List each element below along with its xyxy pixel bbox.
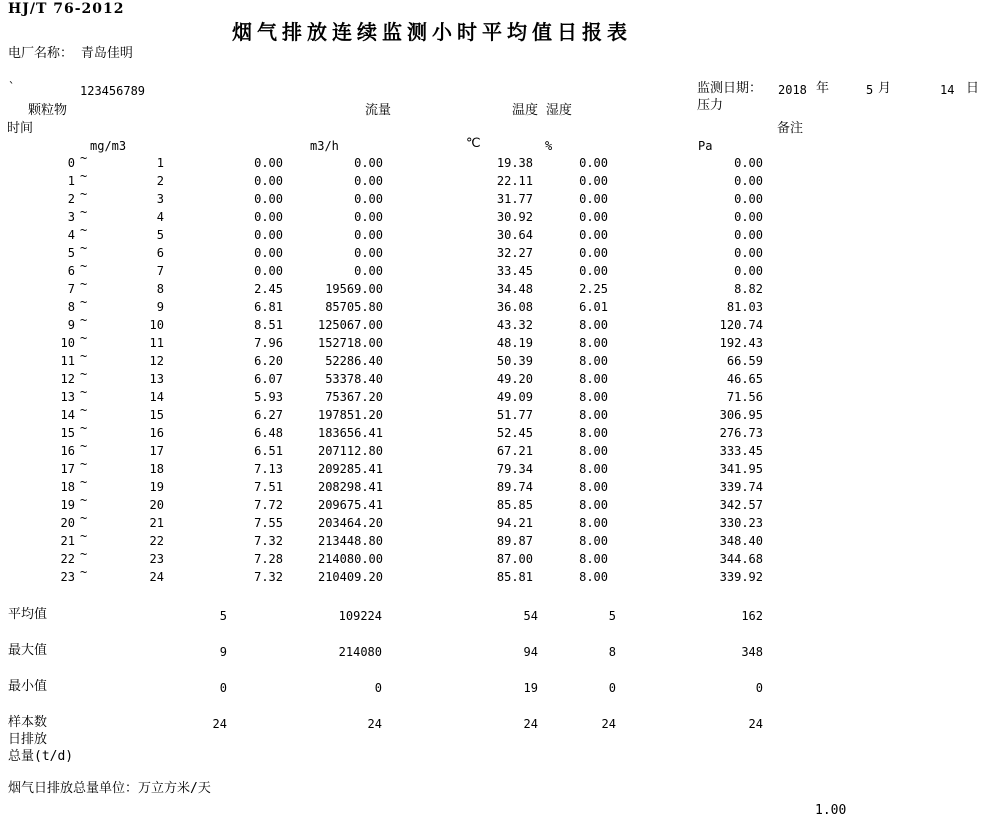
- summary-label: 样本数: [8, 715, 48, 730]
- particulate-value: 0.00: [254, 264, 283, 278]
- summary-pressure: 348: [741, 645, 763, 659]
- hour-end: 2: [156, 174, 164, 188]
- date-day-value: 14: [940, 83, 955, 97]
- hour-range-tilde: ~: [80, 169, 88, 183]
- temperature-value: 33.45: [496, 264, 533, 278]
- humidity-value: 2.25: [579, 282, 608, 296]
- summary-humidity: 0: [608, 681, 616, 695]
- date-month-value: 5: [866, 83, 874, 97]
- particulate-value: 8.51: [254, 318, 283, 332]
- summary-particulate: 5: [219, 609, 227, 623]
- hour-end: 20: [149, 498, 164, 512]
- flow-value: 0.00: [354, 228, 383, 242]
- plant-name-label: 电厂名称：: [8, 46, 74, 61]
- pressure-value: 46.65: [726, 372, 763, 386]
- hour-end: 1: [156, 156, 164, 170]
- temperature-value: 49.20: [496, 372, 533, 386]
- hour-range-tilde: ~: [80, 259, 88, 273]
- hour-start: 19: [60, 498, 75, 512]
- date-label: 监测日期：: [697, 81, 763, 96]
- date-month-unit: 月: [878, 81, 892, 96]
- hour-start: 15: [60, 426, 75, 440]
- pressure-value: 0.00: [734, 192, 763, 206]
- pressure-value: 0.00: [734, 156, 763, 170]
- summary-humidity: 8: [608, 645, 616, 659]
- humidity-value: 0.00: [579, 174, 608, 188]
- summary-temperature: 54: [523, 609, 538, 623]
- hour-start: 23: [60, 570, 75, 584]
- hour-end: 6: [156, 246, 164, 260]
- hour-end: 22: [149, 534, 164, 548]
- temperature-value: 79.34: [496, 462, 533, 476]
- particulate-value: 0.00: [254, 174, 283, 188]
- temperature-value: 49.09: [496, 390, 533, 404]
- summary-humidity: 5: [608, 609, 616, 623]
- hour-start: 18: [60, 480, 75, 494]
- flow-value: 208298.41: [317, 480, 383, 494]
- summary-flow: 24: [367, 717, 382, 731]
- flow-value: 0.00: [354, 174, 383, 188]
- humidity-value: 8.00: [579, 570, 608, 584]
- flow-value: 75367.20: [325, 390, 383, 404]
- temperature-value: 34.48: [496, 282, 533, 296]
- temperature-value: 89.87: [496, 534, 533, 548]
- flow-value: 0.00: [354, 210, 383, 224]
- humidity-value: 8.00: [579, 408, 608, 422]
- temperature-value: 50.39: [496, 354, 533, 368]
- summary-flow: 0: [374, 681, 382, 695]
- summary-pressure: 24: [748, 717, 763, 731]
- hour-end: 21: [149, 516, 164, 530]
- hour-end: 13: [149, 372, 164, 386]
- pressure-value: 0.00: [734, 246, 763, 260]
- hour-end: 14: [149, 390, 164, 404]
- header-time: 时间: [7, 121, 34, 136]
- hour-start: 8: [67, 300, 75, 314]
- pressure-value: 330.23: [719, 516, 763, 530]
- temperature-value: 36.08: [496, 300, 533, 314]
- flow-value: 0.00: [354, 192, 383, 206]
- particulate-value: 6.51: [254, 444, 283, 458]
- hour-range-tilde: ~: [80, 511, 88, 525]
- summary-label: 最小值: [8, 679, 48, 694]
- summary-temperature: 24: [523, 717, 538, 731]
- particulate-value: 0.00: [254, 156, 283, 170]
- summary-temperature: 19: [523, 681, 538, 695]
- hour-start: 3: [67, 210, 75, 224]
- temperature-value: 51.77: [496, 408, 533, 422]
- pressure-value: 344.68: [719, 552, 763, 566]
- summary-particulate: 9: [219, 645, 227, 659]
- unit-note: 烟气日排放总量单位：万立方米/天: [8, 781, 211, 796]
- hour-start: 7: [67, 282, 75, 296]
- summary-pressure: 0: [755, 681, 763, 695]
- pressure-value: 120.74: [719, 318, 763, 332]
- temperature-value: 87.00: [496, 552, 533, 566]
- pressure-value: 66.59: [726, 354, 763, 368]
- hour-end: 15: [149, 408, 164, 422]
- humidity-value: 8.00: [579, 480, 608, 494]
- particulate-value: 6.81: [254, 300, 283, 314]
- hour-range-tilde: ~: [80, 493, 88, 507]
- hour-start: 5: [67, 246, 75, 260]
- pressure-value: 306.95: [719, 408, 763, 422]
- humidity-value: 0.00: [579, 156, 608, 170]
- hour-range-tilde: ~: [80, 313, 88, 327]
- temperature-value: 85.81: [496, 570, 533, 584]
- summary-flow: 214080: [338, 645, 382, 659]
- hour-start: 20: [60, 516, 75, 530]
- hour-end: 8: [156, 282, 164, 296]
- humidity-value: 8.00: [579, 336, 608, 350]
- report-title: 烟气排放连续监测小时平均值日报表: [232, 20, 632, 44]
- particulate-value: 6.48: [254, 426, 283, 440]
- hour-end: 10: [149, 318, 164, 332]
- date-year-value: 2018: [778, 83, 807, 97]
- pressure-value: 0.00: [734, 210, 763, 224]
- hour-range-tilde: ~: [80, 331, 88, 345]
- hour-range-tilde: ~: [80, 421, 88, 435]
- unit-temperature: ℃: [466, 136, 481, 151]
- humidity-value: 8.00: [579, 390, 608, 404]
- hour-range-tilde: ~: [80, 187, 88, 201]
- hour-end: 18: [149, 462, 164, 476]
- flow-value: 203464.20: [317, 516, 383, 530]
- hour-start: 22: [60, 552, 75, 566]
- humidity-value: 8.00: [579, 516, 608, 530]
- hour-end: 3: [156, 192, 164, 206]
- date-day-unit: 日: [966, 81, 980, 96]
- flow-value: 214080.00: [317, 552, 383, 566]
- hour-range-tilde: ~: [80, 475, 88, 489]
- flow-value: 213448.80: [317, 534, 383, 548]
- particulate-value: 0.00: [254, 246, 283, 260]
- flow-value: 210409.20: [317, 570, 383, 584]
- pressure-value: 339.92: [719, 570, 763, 584]
- hour-start: 0: [67, 156, 75, 170]
- particulate-value: 6.27: [254, 408, 283, 422]
- humidity-value: 0.00: [579, 246, 608, 260]
- pressure-value: 339.74: [719, 480, 763, 494]
- humidity-value: 8.00: [579, 552, 608, 566]
- temperature-value: 22.11: [496, 174, 533, 188]
- humidity-value: 6.01: [579, 300, 608, 314]
- particulate-value: 7.32: [254, 570, 283, 584]
- summary-humidity: 24: [601, 717, 616, 731]
- flow-value: 152718.00: [317, 336, 383, 350]
- hour-start: 21: [60, 534, 75, 548]
- hour-start: 17: [60, 462, 75, 476]
- flow-value: 0.00: [354, 156, 383, 170]
- hour-end: 19: [149, 480, 164, 494]
- pressure-value: 81.03: [726, 300, 763, 314]
- flow-value: 85705.80: [325, 300, 383, 314]
- pressure-value: 341.95: [719, 462, 763, 476]
- daily-emission-label-line2: 总量(t/d): [8, 749, 74, 764]
- header-remark: 备注: [777, 121, 804, 136]
- particulate-value: 6.20: [254, 354, 283, 368]
- pressure-value: 333.45: [719, 444, 763, 458]
- temperature-value: 89.74: [496, 480, 533, 494]
- temperature-value: 94.21: [496, 516, 533, 530]
- pressure-value: 342.57: [719, 498, 763, 512]
- flow-value: 209675.41: [317, 498, 383, 512]
- particulate-value: 7.32: [254, 534, 283, 548]
- date-year-unit: 年: [816, 81, 830, 96]
- hour-start: 9: [67, 318, 75, 332]
- summary-temperature: 94: [523, 645, 538, 659]
- pressure-value: 0.00: [734, 228, 763, 242]
- plant-name-line: [8, 46, 133, 61]
- daily-emission-label-line1: 日排放: [8, 732, 48, 747]
- hour-range-tilde: ~: [80, 205, 88, 219]
- hour-end: 12: [149, 354, 164, 368]
- humidity-value: 8.00: [579, 498, 608, 512]
- particulate-value: 7.55: [254, 516, 283, 530]
- flow-value: 209285.41: [317, 462, 383, 476]
- hour-end: 23: [149, 552, 164, 566]
- pressure-value: 192.43: [719, 336, 763, 350]
- summary-pressure: 162: [741, 609, 763, 623]
- unit-humidity: %: [545, 139, 553, 153]
- hour-end: 5: [156, 228, 164, 242]
- hour-start: 2: [67, 192, 75, 206]
- hour-end: 11: [149, 336, 164, 350]
- temperature-value: 30.92: [496, 210, 533, 224]
- flow-value: 183656.41: [317, 426, 383, 440]
- temperature-value: 85.85: [496, 498, 533, 512]
- humidity-value: 8.00: [579, 354, 608, 368]
- hour-end: 17: [149, 444, 164, 458]
- humidity-value: 8.00: [579, 426, 608, 440]
- temperature-value: 67.21: [496, 444, 533, 458]
- flow-value: 53378.40: [325, 372, 383, 386]
- hour-start: 11: [60, 354, 75, 368]
- hour-range-tilde: ~: [80, 439, 88, 453]
- particulate-value: 2.45: [254, 282, 283, 296]
- hour-start: 14: [60, 408, 75, 422]
- humidity-value: 8.00: [579, 372, 608, 386]
- particulate-value: 7.51: [254, 480, 283, 494]
- hour-end: 9: [156, 300, 164, 314]
- flow-value: 0.00: [354, 246, 383, 260]
- header-particulate: 颗粒物: [28, 103, 68, 118]
- humidity-value: 0.00: [579, 228, 608, 242]
- plant-name-value: 青岛佳明: [80, 46, 133, 61]
- summary-label: 最大值: [8, 643, 48, 658]
- particulate-value: 7.72: [254, 498, 283, 512]
- hour-range-tilde: ~: [80, 457, 88, 471]
- humidity-value: 0.00: [579, 210, 608, 224]
- temperature-value: 31.77: [496, 192, 533, 206]
- hour-range-tilde: ~: [80, 241, 88, 255]
- particulate-value: 0.00: [254, 210, 283, 224]
- hour-start: 16: [60, 444, 75, 458]
- hour-range-tilde: ~: [80, 565, 88, 579]
- temperature-value: 32.27: [496, 246, 533, 260]
- pressure-value: 8.82: [734, 282, 763, 296]
- hour-end: 4: [156, 210, 164, 224]
- hour-range-tilde: ~: [80, 277, 88, 291]
- hour-start: 13: [60, 390, 75, 404]
- particulate-value: 6.07: [254, 372, 283, 386]
- summary-flow: 109224: [338, 609, 382, 623]
- particulate-value: 0.00: [254, 192, 283, 206]
- temperature-value: 52.45: [496, 426, 533, 440]
- summary-label: 平均值: [8, 607, 48, 622]
- hour-range-tilde: ~: [80, 349, 88, 363]
- flow-value: 197851.20: [317, 408, 383, 422]
- flow-value: 52286.40: [325, 354, 383, 368]
- standard-code: HJ/T 76-2012: [8, 1, 125, 17]
- hour-start: 12: [60, 372, 75, 386]
- hour-range-tilde: ~: [80, 547, 88, 561]
- pressure-value: 0.00: [734, 174, 763, 188]
- hour-end: 16: [149, 426, 164, 440]
- flow-value: 125067.00: [317, 318, 383, 332]
- particulate-value: 7.96: [254, 336, 283, 350]
- humidity-value: 0.00: [579, 192, 608, 206]
- header-pressure: 压力: [697, 98, 724, 113]
- pressure-value: 71.56: [726, 390, 763, 404]
- humidity-value: 8.00: [579, 534, 608, 548]
- humidity-value: 8.00: [579, 462, 608, 476]
- hour-start: 1: [67, 174, 75, 188]
- particulate-value: 7.13: [254, 462, 283, 476]
- hour-range-tilde: ~: [80, 385, 88, 399]
- hour-start: 10: [60, 336, 75, 350]
- humidity-value: 8.00: [579, 318, 608, 332]
- hour-range-tilde: ~: [80, 151, 88, 165]
- hour-range-tilde: ~: [80, 529, 88, 543]
- header-temp-humidity: 温度 湿度: [512, 103, 572, 118]
- pressure-value: 348.40: [719, 534, 763, 548]
- pressure-value: 0.00: [734, 264, 763, 278]
- temperature-value: 48.19: [496, 336, 533, 350]
- temperature-value: 43.32: [496, 318, 533, 332]
- particulate-value: 7.28: [254, 552, 283, 566]
- temperature-value: 30.64: [496, 228, 533, 242]
- page-number: 1.00: [815, 803, 847, 818]
- particulate-value: 5.93: [254, 390, 283, 404]
- pressure-value: 276.73: [719, 426, 763, 440]
- humidity-value: 8.00: [579, 444, 608, 458]
- hour-range-tilde: ~: [80, 367, 88, 381]
- hour-range-tilde: ~: [80, 295, 88, 309]
- serial-number: 123456789: [80, 84, 146, 98]
- temperature-value: 19.38: [496, 156, 533, 170]
- hour-end: 24: [149, 570, 164, 584]
- summary-particulate: 24: [212, 717, 227, 731]
- summary-particulate: 0: [219, 681, 227, 695]
- hour-end: 7: [156, 264, 164, 278]
- hour-start: 4: [67, 228, 75, 242]
- particulate-value: 0.00: [254, 228, 283, 242]
- flow-value: 19569.00: [325, 282, 383, 296]
- flow-value: 0.00: [354, 264, 383, 278]
- humidity-value: 0.00: [579, 264, 608, 278]
- unit-pressure: Pa: [698, 139, 713, 153]
- hour-range-tilde: ~: [80, 403, 88, 417]
- stray-mark: `: [8, 80, 16, 94]
- flow-value: 207112.80: [317, 444, 383, 458]
- unit-flow: m3/h: [310, 139, 339, 153]
- hour-start: 6: [67, 264, 75, 278]
- header-flow: 流量: [365, 103, 392, 118]
- hour-range-tilde: ~: [80, 223, 88, 237]
- unit-particulate: mg/m3: [90, 139, 127, 153]
